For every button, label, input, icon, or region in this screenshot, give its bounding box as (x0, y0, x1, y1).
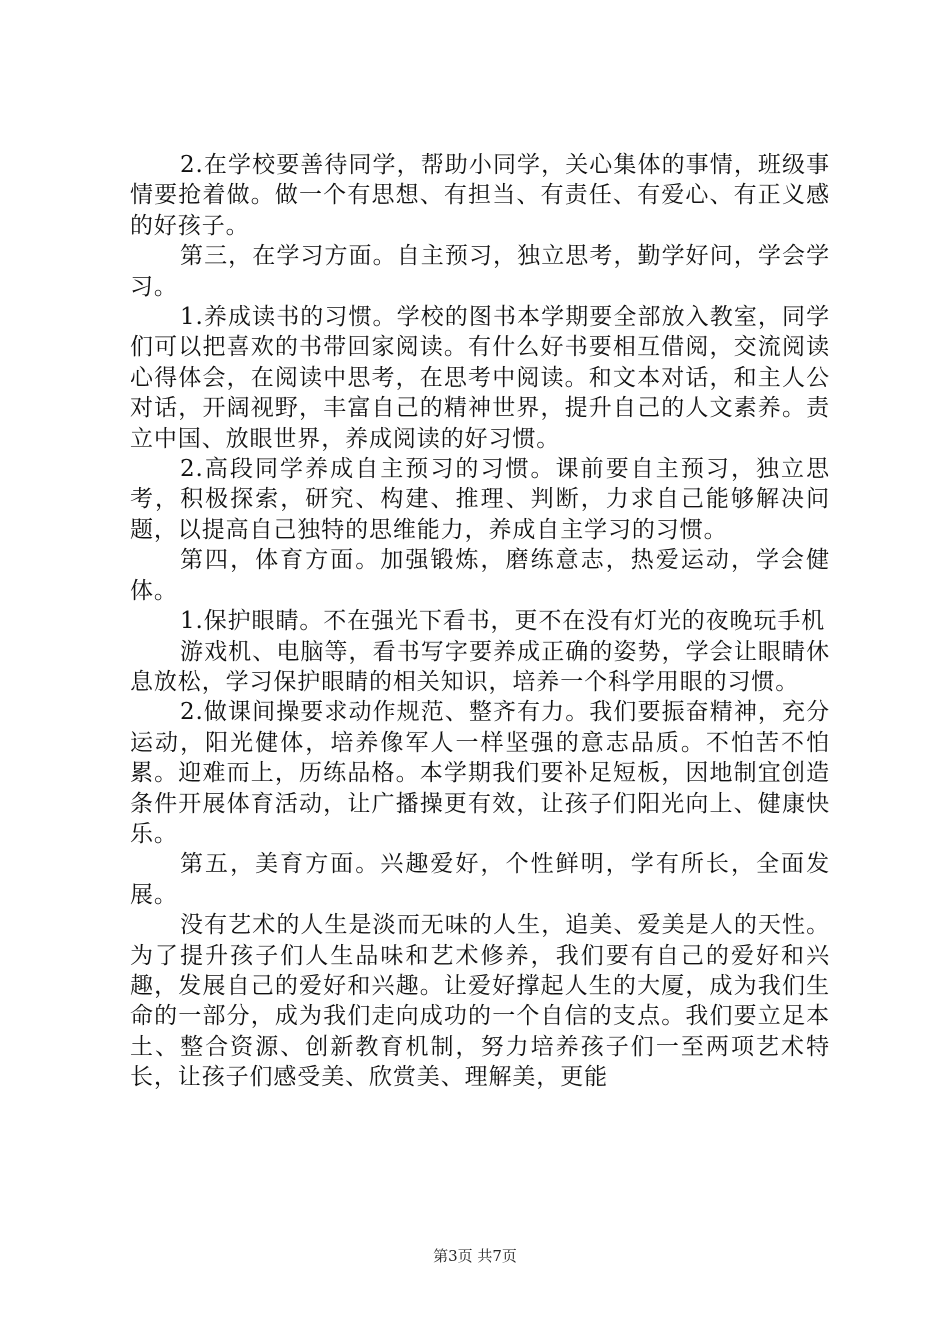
paragraph-5: 第四，体育方面。加强锻炼，磨练意志，热爱运动，学会健体。 (130, 547, 830, 604)
paragraph-8: 2.做课间操要求动作规范、整齐有力。我们要振奋精神，充分运动，阳光健体，培养像军人一样坚强的意志品质。不怕苦不怕累。迎难而上，历练品格。本学期我们要补足短板，因地制宜创造条件开展体育活动，让广播操更有效，让孩子们阳光向上、健康快乐。 (130, 699, 830, 847)
paragraph-3: 1.养成读书的习惯。学校的图书本学期要全部放入教室，同学们可以把喜欢的书带回家阅读。有什么好书要相互借阅，交流阅读心得体会，在阅读中思考，在思考中阅读。和文本对话，和主人公对话，开阔视野，丰富自己的精神世界，提升自己的人文素养。责立中国、放眼世界，养成阅读的好习惯。 (130, 304, 830, 452)
paragraph-1: 2.在学校要善待同学，帮助小同学，关心集体的事情，班级事情要抢着做。做一个有思想、有担当、有责任、有爱心、有正义感的好孩子。 (130, 152, 830, 239)
paragraph-7: 游戏机、电脑等，看书写字要养成正确的姿势，学会让眼睛休息放松，学习保护眼睛的相关知识，培养一个科学用眼的习惯。 (130, 638, 830, 695)
paragraph-10: 没有艺术的人生是淡而无味的人生，追美、爱美是人的天性。为了提升孩子们人生品味和艺术修养，我们要有自己的爱好和兴趣，发展自己的爱好和兴趣。让爱好撑起人生的大厦，成为我们生命的一部分，成为我们走向成功的一个自信的支点。我们要立足本土、整合资源、创新教育机制，努力培养孩子们一至两项艺术特长，让孩子们感受美、欣赏美、理解美，更能 (130, 912, 830, 1091)
paragraph-2: 第三，在学习方面。自主预习，独立思考，勤学好问，学会学习。 (130, 243, 830, 300)
paragraph-6: 1.保护眼睛。不在强光下看书，更不在没有灯光的夜晚玩手机 (180, 608, 826, 635)
paragraph-4: 2.高段同学养成自主预习的习惯。课前要自主预习，独立思考，积极探索，研究、构建、推理、判断，力求自己能够解决问题，以提高自己独特的思维能力，养成自主学习的习惯。 (130, 456, 830, 543)
paragraph-9: 第五，美育方面。兴趣爱好，个性鲜明，学有所长，全面发展。 (130, 851, 830, 908)
page-number-footer: 第3页 共7页 (433, 1247, 517, 1265)
document-body (130, 150, 830, 1093)
